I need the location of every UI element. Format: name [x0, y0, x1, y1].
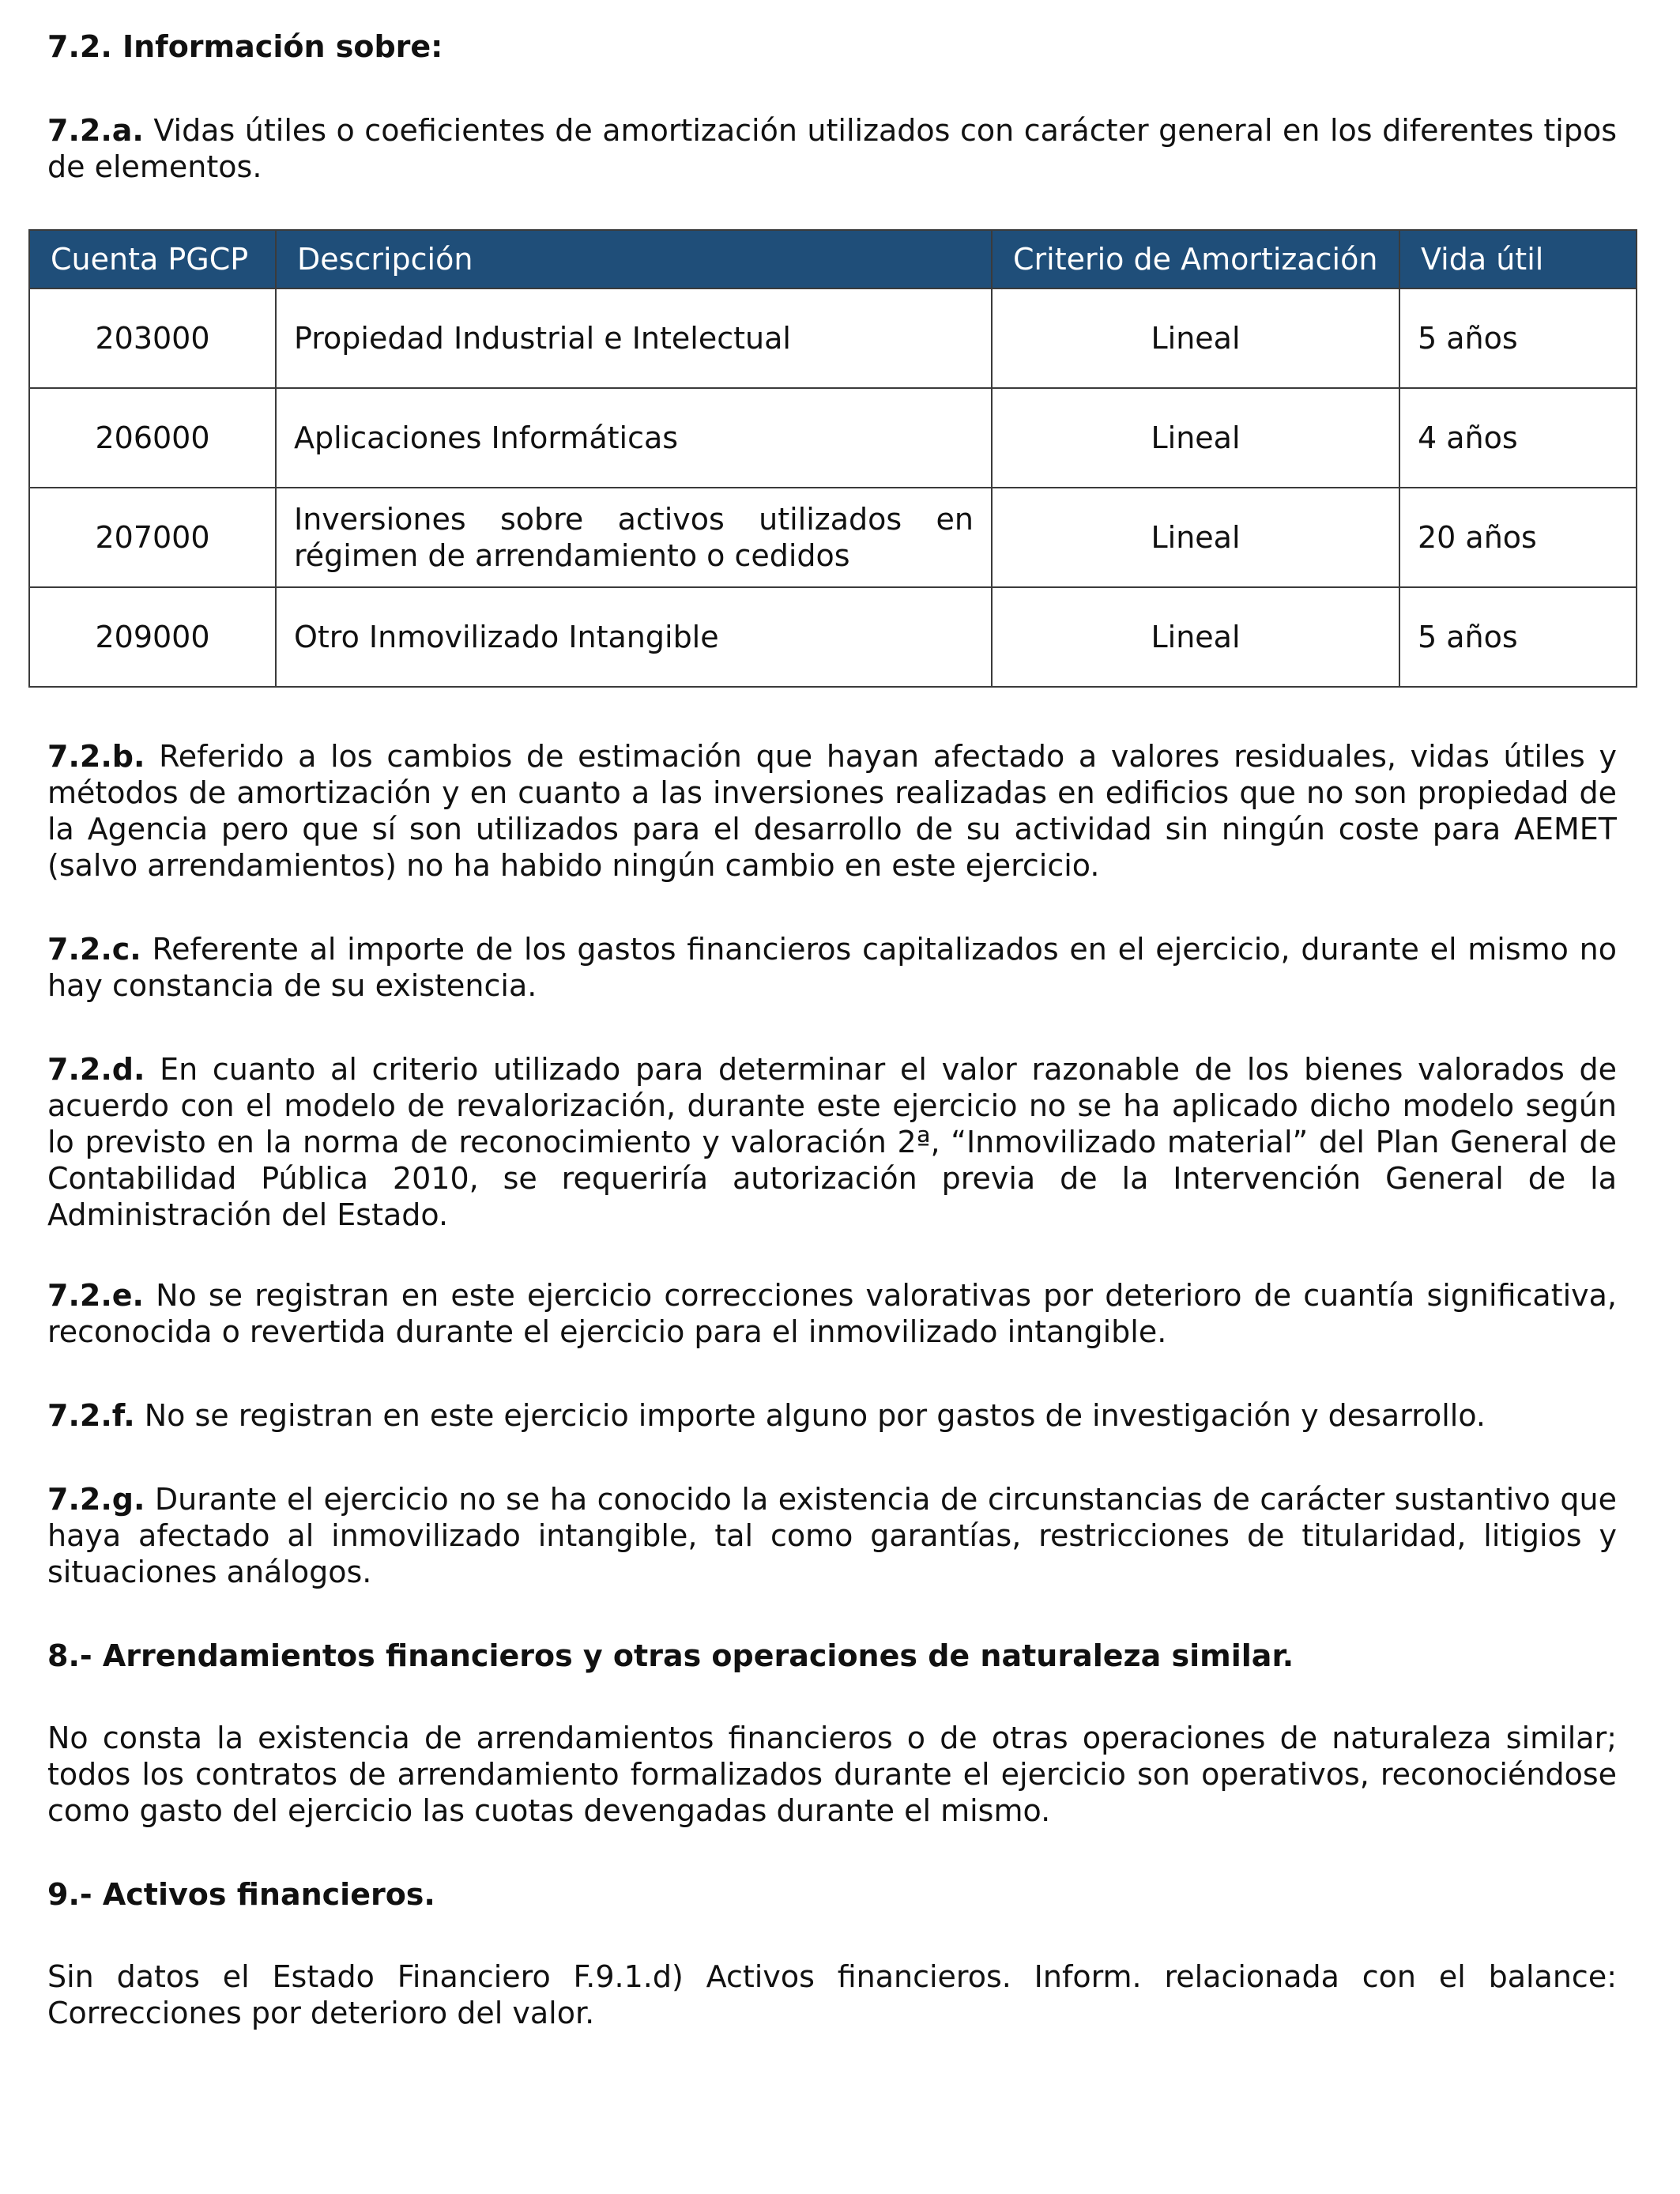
paragraph-label: 7.2.d. [47, 1052, 145, 1087]
header-vida-util: Vida útil [1399, 230, 1637, 288]
paragraph-7-2-f [47, 1397, 1617, 1434]
paragraph-text: No se registran en este ejercicio correcciones valorativas por deterioro de cuantía significativa, reconocida o revertida durante el ejercicio para el inmovilizado intangible. [47, 1278, 1617, 1349]
section-7-2-heading: 7.2. Información sobre: [47, 29, 443, 64]
table-row [29, 388, 1637, 488]
paragraph-text: No se registran en este ejercicio importe alguno por gastos de investigación y desarrollo. [134, 1398, 1486, 1433]
section-8-heading: 8.- Arrendamientos financieros y otras operaciones de naturaleza similar. [47, 1638, 1294, 1673]
paragraph-label: 7.2.g. [47, 1482, 145, 1517]
paragraph-text: Referente al importe de los gastos financieros capitalizados en el ejercicio, durante el mismo no hay constancia de su existencia. [47, 932, 1617, 1003]
cell-vida-util: 20 años [1399, 488, 1637, 587]
paragraph-label: 7.2.a. [47, 113, 144, 148]
section-8-text: No consta la existencia de arrendamientos financieros o de otras operaciones de naturaleza similar; todos los contratos de arrendamiento formalizados durante el ejercicio son operativos, reconociéndose como gasto del ejercicio las cuotas devengadas durante el mismo. [47, 1721, 1617, 1828]
paragraph-text: En cuanto al criterio utilizado para determinar el valor razonable de los bienes valorados de acuerdo con el modelo de revalorización, durante este ejercicio no se ha aplicado dicho modelo según lo previsto en la norma de reconocimiento y valoración 2ª, “Inmovilizado material” del Plan General de Contabilidad Pública 2010, se requeriría autorización previa de la Intervención General de la Administración del Estado. [47, 1052, 1617, 1232]
header-descripcion: Descripción [276, 230, 992, 288]
cell-descripcion: Propiedad Industrial e Intelectual [276, 288, 992, 388]
paragraph-7-2-d [47, 1051, 1617, 1233]
paragraph-text: Durante el ejercicio no se ha conocido la existencia de circunstancias de carácter sustantivo que haya afectado al inmovilizado intangible, tal como garantías, restricciones de titularidad, litigios y situaciones análogos. [47, 1482, 1617, 1589]
paragraph-text: Vidas útiles o coeficientes de amortización utilizados con carácter general en los diferentes tipos de elementos. [47, 113, 1617, 184]
cell-criterio: Lineal [992, 388, 1399, 488]
cell-cuenta: 203000 [29, 288, 276, 388]
paragraph-7-2-a [47, 112, 1617, 185]
cell-descripcion: Inversiones sobre activos utilizados en régimen de arrendamiento o cedidos [276, 488, 992, 587]
paragraph-label: 7.2.b. [47, 739, 145, 774]
cell-vida-util: 5 años [1399, 288, 1637, 388]
paragraph-text: Referido a los cambios de estimación que hayan afectado a valores residuales, vidas útiles y métodos de amortización y en cuanto a las inversiones realizadas en edificios que no son propiedad de la Agencia pero que sí son utilizados para el desarrollo de su actividad sin ningún coste para AEMET (salvo arrendamientos) no ha habido ningún cambio en este ejercicio. [47, 739, 1617, 883]
cell-vida-util: 4 años [1399, 388, 1637, 488]
table-row [29, 587, 1637, 687]
amortization-table [28, 229, 1637, 688]
table-header-row [29, 230, 1637, 288]
cell-criterio: Lineal [992, 288, 1399, 388]
cell-cuenta: 209000 [29, 587, 276, 687]
table-row [29, 288, 1637, 388]
paragraph-label: 7.2.e. [47, 1278, 144, 1313]
section-9-text: Sin datos el Estado Financiero F.9.1.d) Activos financieros. Inform. relacionada con el balance: Correcciones por deterioro del valor. [47, 1959, 1617, 2030]
table-row [29, 488, 1637, 587]
header-cuenta: Cuenta PGCP [29, 230, 276, 288]
paragraph-7-2-b [47, 738, 1617, 884]
cell-cuenta: 206000 [29, 388, 276, 488]
cell-criterio: Lineal [992, 488, 1399, 587]
paragraph-label: 7.2.f. [47, 1398, 135, 1433]
paragraph-label: 7.2.c. [47, 932, 141, 967]
cell-criterio: Lineal [992, 587, 1399, 687]
cell-descripcion: Aplicaciones Informáticas [276, 388, 992, 488]
section-9-heading: 9.- Activos financieros. [47, 1877, 435, 1912]
paragraph-7-2-e [47, 1277, 1617, 1350]
cell-cuenta: 207000 [29, 488, 276, 587]
header-criterio: Criterio de Amortización [992, 230, 1399, 288]
paragraph-7-2-c [47, 931, 1617, 1004]
paragraph-7-2-g [47, 1481, 1617, 1590]
cell-vida-util: 5 años [1399, 587, 1637, 687]
cell-descripcion: Otro Inmovilizado Intangible [276, 587, 992, 687]
